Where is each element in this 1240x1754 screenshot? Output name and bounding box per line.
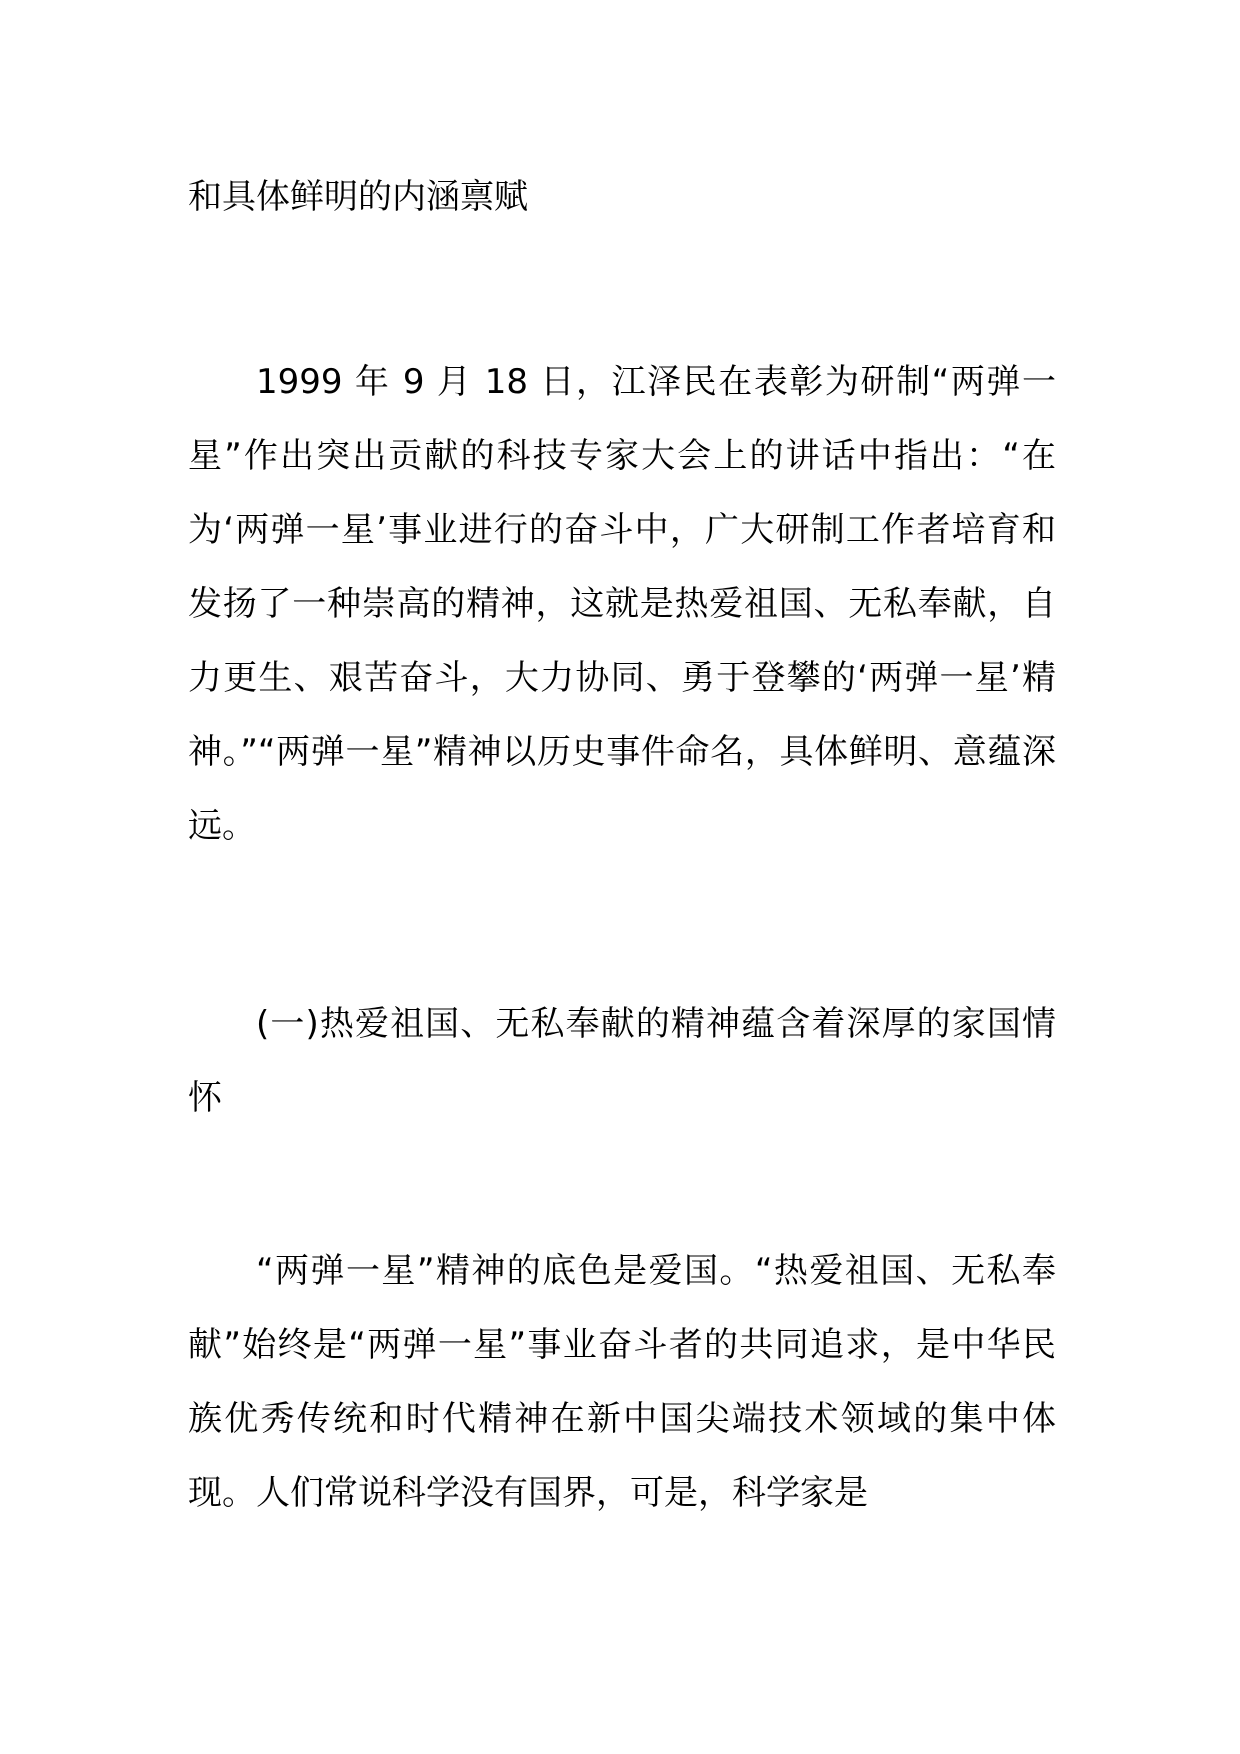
heading-continuation: 和具体鲜明的内涵禀赋: [188, 177, 528, 217]
body-paragraph-patriotism: “两弹一星”精神的底色是爱国。“热爱祖国、无私奉献”始终是“两弹一星”事业奋斗者的共同追求，是中华民族优秀传统和时代精神在新中国尖端技术领域的集中体现。人们常说科学没有国界，可是，科学家是: [188, 1251, 1056, 1513]
body-paragraph-speech: 1999 年 9 月 18 日，江泽民在表彰为研制“两弹一星”作出突出贡献的科技专家大会上的讲话中指出：“在为‘两弹一星’事业进行的奋斗中，广大研制工作者培育和发扬了一种崇高的精神，这就是热爱祖国、无私奉献，自力更生、艰苦奋斗，大力协同、勇于登攀的‘两弹一星’精神。”“两弹一星”精神以历史事件命名，具体鲜明、意蕴深远。: [188, 362, 1056, 846]
section-subheading: (一)热爱祖国、无私奉献的精神蕴含着深厚的家国情怀: [188, 1004, 1056, 1118]
